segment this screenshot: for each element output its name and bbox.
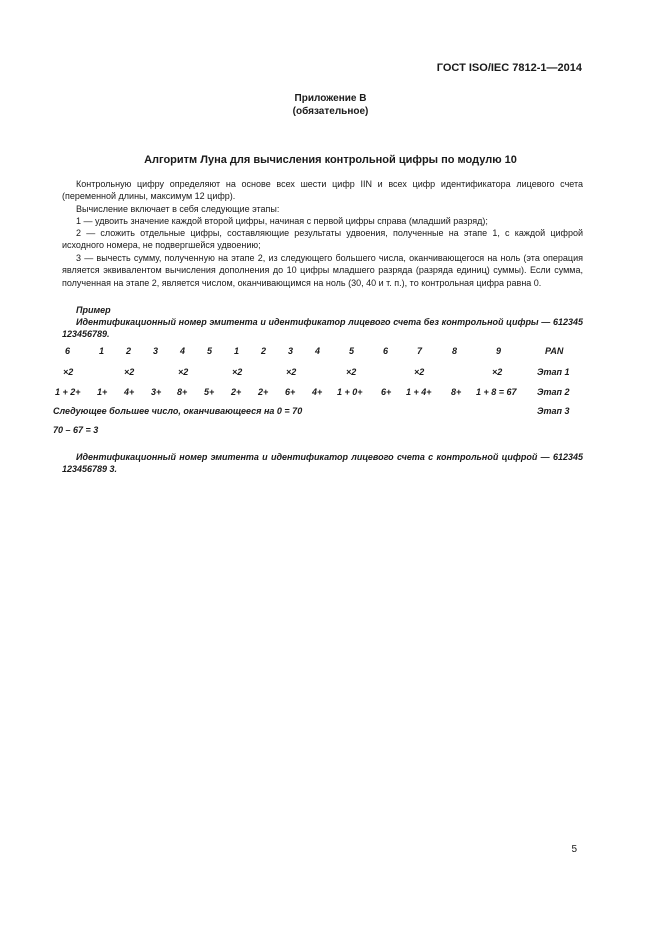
sum-term: 5+ — [204, 387, 215, 397]
sum-term: 1 + 4+ — [406, 387, 432, 397]
multiplier: ×2 — [232, 367, 243, 377]
multiplier: ×2 — [178, 367, 189, 377]
step-1-label: Этап 1 — [537, 367, 570, 377]
result-text: 70 – 67 = 3 — [53, 425, 99, 435]
sum-term: 1 + 0+ — [337, 387, 363, 397]
sum-total: 1 + 8 = 67 — [476, 387, 517, 397]
sum-term: 1 + 2+ — [55, 387, 81, 397]
steps-intro-text: Вычисление включает в себя следующие этапы: — [76, 204, 280, 214]
annex-title: Приложение В — [294, 93, 367, 104]
example-final-text: Идентификационный номер эмитента и идентификатор лицевого счета с контрольной цифрой — 612345 123456789 3. — [62, 452, 583, 475]
sum-term: 6+ — [381, 387, 392, 397]
sum-term: 1+ — [97, 387, 108, 397]
digit: 5 — [207, 346, 213, 356]
intro-text: Контрольную цифру определяют на основе всех шести цифр IIN и всех цифр идентификатора лицевого счета (переменной длины, максимум 12 цифр). — [62, 179, 583, 202]
sum-term: 4+ — [124, 387, 135, 397]
step-2-text: 2 — сложить отдельные цифры, составляющие результаты удвоения, полученные на этапе 1, с каждой цифрой исходного номера, не подвергшейся удвоению; — [62, 228, 583, 251]
sum-term: 4+ — [312, 387, 323, 397]
next-number-row — [0, 406, 661, 420]
page-number: 5 — [571, 844, 577, 855]
step-1-text: 1 — удвоить значение каждой второй цифры, начиная с первой цифры справа (младший разряд); — [76, 216, 488, 226]
digit: 1 — [99, 346, 105, 356]
multiplier: ×2 — [346, 367, 357, 377]
digit: 2 — [126, 346, 132, 356]
example-final-description — [62, 451, 583, 476]
step-3-text: 3 — вычесть сумму, полученную на этапе 2, из следующего большего числа, оканчивающегося на ноль (эта операция является эквивалентом вычисления дополнения до 10 цифры младшего разряда (разряда единиц) суммы). Если сумма, полученная на этапе 2, является числом, оканчивающимся на ноль (30, 40 и т. п.), то контрольная цифра равна 0. — [62, 253, 583, 288]
annex-heading — [0, 92, 661, 118]
multiplier: ×2 — [414, 367, 425, 377]
sum-term: 2+ — [231, 387, 242, 397]
step-1 — [62, 215, 583, 227]
multiplier: ×2 — [492, 367, 503, 377]
example-label — [62, 304, 583, 316]
steps-intro — [62, 203, 583, 215]
intro-paragraph — [62, 178, 583, 203]
digit: 1 — [234, 346, 240, 356]
sum-term: 2+ — [258, 387, 269, 397]
sum-term: 3+ — [151, 387, 162, 397]
multiplier: ×2 — [124, 367, 135, 377]
sum-term: 8+ — [451, 387, 462, 397]
example-input-text: Идентификационный номер эмитента и идентификатор лицевого счета без контрольной цифры — 612345 123456789. — [62, 317, 583, 340]
standard-designation: ГОСТ ISO/IEC 7812-1—2014 — [436, 62, 582, 74]
digit: 4 — [315, 346, 321, 356]
pan-digits-row — [0, 346, 661, 360]
section-title: Алгоритм Луна для вычисления контрольной цифры по модулю 10 — [144, 154, 517, 166]
example-label-text: Пример — [76, 305, 111, 315]
pan-label: PAN — [545, 346, 564, 356]
sums-row — [0, 387, 661, 401]
sum-term: 8+ — [177, 387, 188, 397]
digit: 9 — [496, 346, 502, 356]
digit: 6 — [383, 346, 389, 356]
digit: 3 — [288, 346, 294, 356]
step-3-label: Этап 3 — [537, 406, 570, 416]
step-2-label: Этап 2 — [537, 387, 570, 397]
digit: 4 — [180, 346, 186, 356]
digit: 2 — [261, 346, 267, 356]
multiplier: ×2 — [286, 367, 297, 377]
example-input-description — [62, 316, 583, 341]
multiplier: ×2 — [63, 367, 74, 377]
step-3 — [62, 252, 583, 289]
multipliers-row — [0, 367, 661, 381]
digit: 7 — [417, 346, 423, 356]
next-number-text: Следующее большее число, оканчивающееся на 0 = 70 — [53, 406, 303, 416]
digit: 3 — [153, 346, 159, 356]
step-2 — [62, 227, 583, 252]
sum-term: 6+ — [285, 387, 296, 397]
annex-status: (обязательное) — [292, 106, 369, 117]
digit: 6 — [65, 346, 71, 356]
result-row — [0, 425, 661, 439]
digit: 8 — [452, 346, 458, 356]
digit: 5 — [349, 346, 355, 356]
